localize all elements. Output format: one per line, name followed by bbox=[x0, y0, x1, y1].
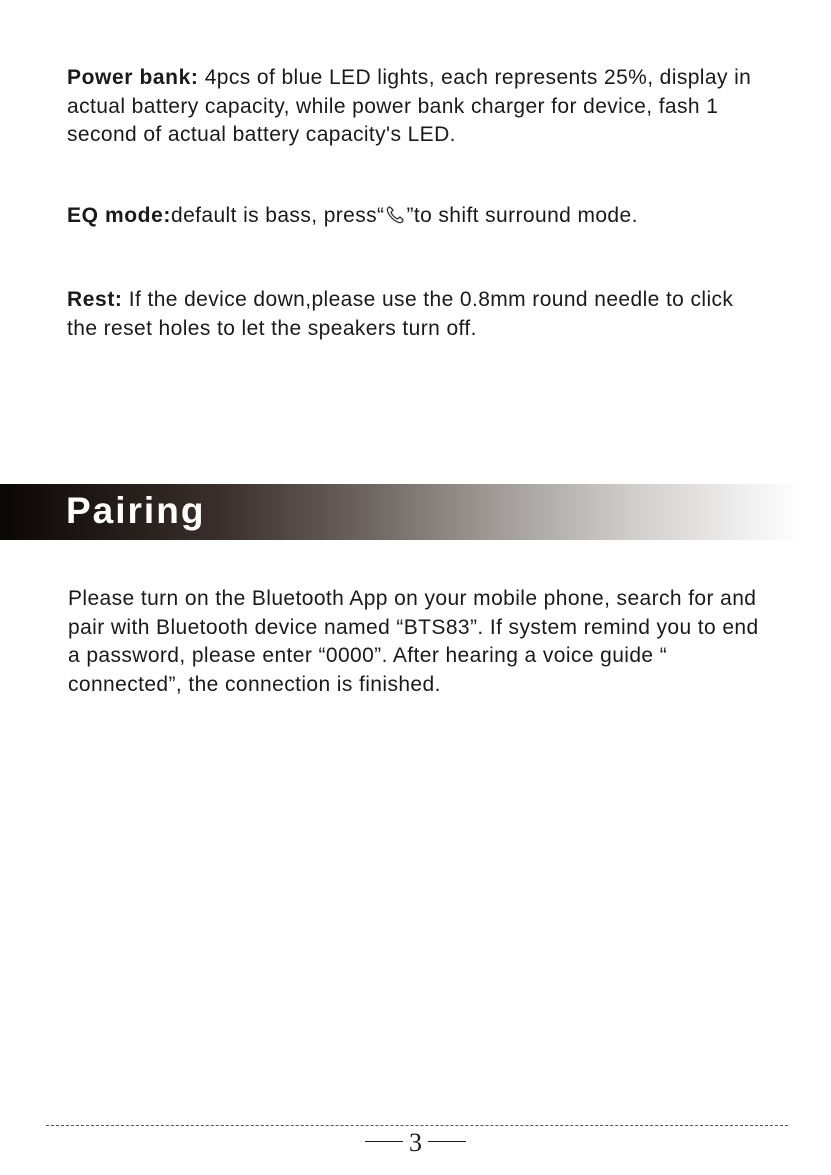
footer-dashed-rule bbox=[46, 1125, 788, 1126]
page-number: 3 bbox=[409, 1128, 422, 1157]
eq-mode-paragraph bbox=[67, 202, 767, 231]
pairing-section-header bbox=[0, 484, 800, 540]
reset-paragraph bbox=[67, 286, 767, 343]
phone-icon bbox=[384, 204, 406, 226]
power-bank-label: Power bank: bbox=[67, 66, 199, 89]
page-number-right-dash bbox=[428, 1141, 466, 1142]
reset-label: Rest: bbox=[67, 288, 123, 311]
pairing-paragraph: Please turn on the Bluetooth App on your mobile phone, search for and pair with Bluetooth device named “BTS83”. If system remind you to end a password, please enter “0000”. After hearing a voice guide “ connected”, the connection is finished. bbox=[68, 587, 759, 696]
power-bank-text: 4pcs of blue LED lights, each represents 25%, display in actual battery capacity, while power bank charger for device, fash 1 second of actual battery capacity's LED. bbox=[67, 66, 752, 146]
page-number-left-dash bbox=[365, 1141, 403, 1142]
reset-text: If the device down,please use the 0.8mm round needle to click the reset holes to let the speakers turn off. bbox=[67, 288, 734, 340]
page-number-footer bbox=[0, 1128, 831, 1158]
eq-mode-text-after: ”to shift surround mode. bbox=[406, 204, 638, 227]
eq-mode-text-before: default is bass, press“ bbox=[170, 204, 385, 227]
pairing-heading: Pairing bbox=[66, 490, 206, 531]
power-bank-paragraph bbox=[67, 64, 767, 150]
eq-mode-label: EQ mode: bbox=[67, 204, 171, 227]
